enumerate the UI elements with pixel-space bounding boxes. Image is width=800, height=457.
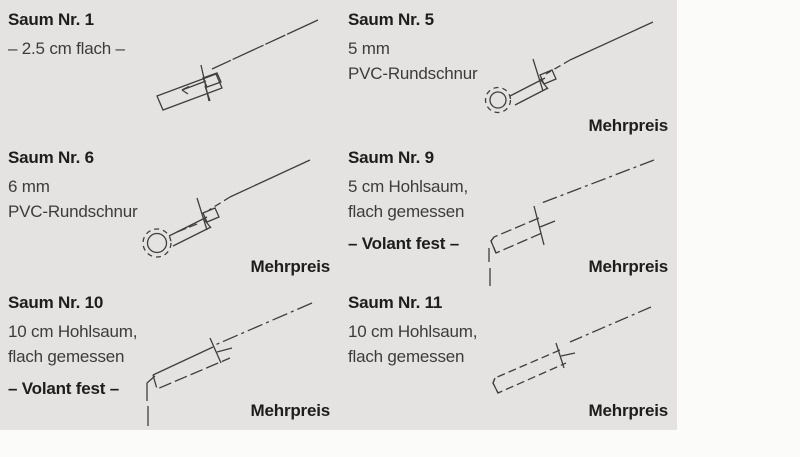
panel-description-line: – 2.5 cm flach –	[8, 39, 125, 58]
panel-description-line: flach gemessen	[348, 347, 465, 366]
flat-hem-diagram	[140, 8, 325, 120]
surcharge-label: Mehrpreis	[588, 116, 668, 135]
surcharge-label: Mehrpreis	[250, 401, 330, 420]
panel-description-line: 5 cm Hohlsaum,	[348, 177, 469, 196]
panel-title: Saum Nr. 1	[8, 10, 94, 29]
round-cord-hem-diagram-5mm	[460, 15, 670, 127]
surcharge-label: Mehrpreis	[588, 257, 668, 276]
panel-title: Saum Nr. 5	[348, 10, 434, 29]
panel-title: Saum Nr. 10	[8, 293, 104, 312]
panel-note-volant: – Volant fest –	[8, 379, 119, 398]
panel-description-line: flach gemessen	[348, 202, 465, 221]
hollow-hem-diagram-10cm	[450, 300, 670, 415]
panel-saum-6	[8, 148, 137, 224]
panel-description-line: PVC-Rundschnur	[348, 64, 478, 83]
panel-title: Saum Nr. 6	[8, 148, 94, 167]
panel-title: Saum Nr. 9	[348, 148, 434, 167]
panel-note-volant: – Volant fest –	[348, 234, 459, 253]
panel-title: Saum Nr. 11	[348, 293, 443, 312]
panel-description-line: 5 mm	[348, 39, 390, 58]
panel-description-line: 6 mm	[8, 177, 50, 196]
panel-saum-10	[8, 293, 137, 400]
round-cord-hem-diagram-6mm	[135, 140, 345, 265]
surcharge-label: Mehrpreis	[250, 257, 330, 276]
surcharge-label: Mehrpreis	[588, 401, 668, 420]
panel-description-line: PVC-Rundschnur	[8, 202, 138, 221]
panel-saum-1	[8, 10, 125, 61]
panel-description-line: 10 cm Hohlsaum,	[348, 322, 478, 341]
panel-saum-5	[348, 10, 477, 86]
panel-description-line: 10 cm Hohlsaum,	[8, 322, 138, 341]
panel-description-line: flach gemessen	[8, 347, 125, 366]
